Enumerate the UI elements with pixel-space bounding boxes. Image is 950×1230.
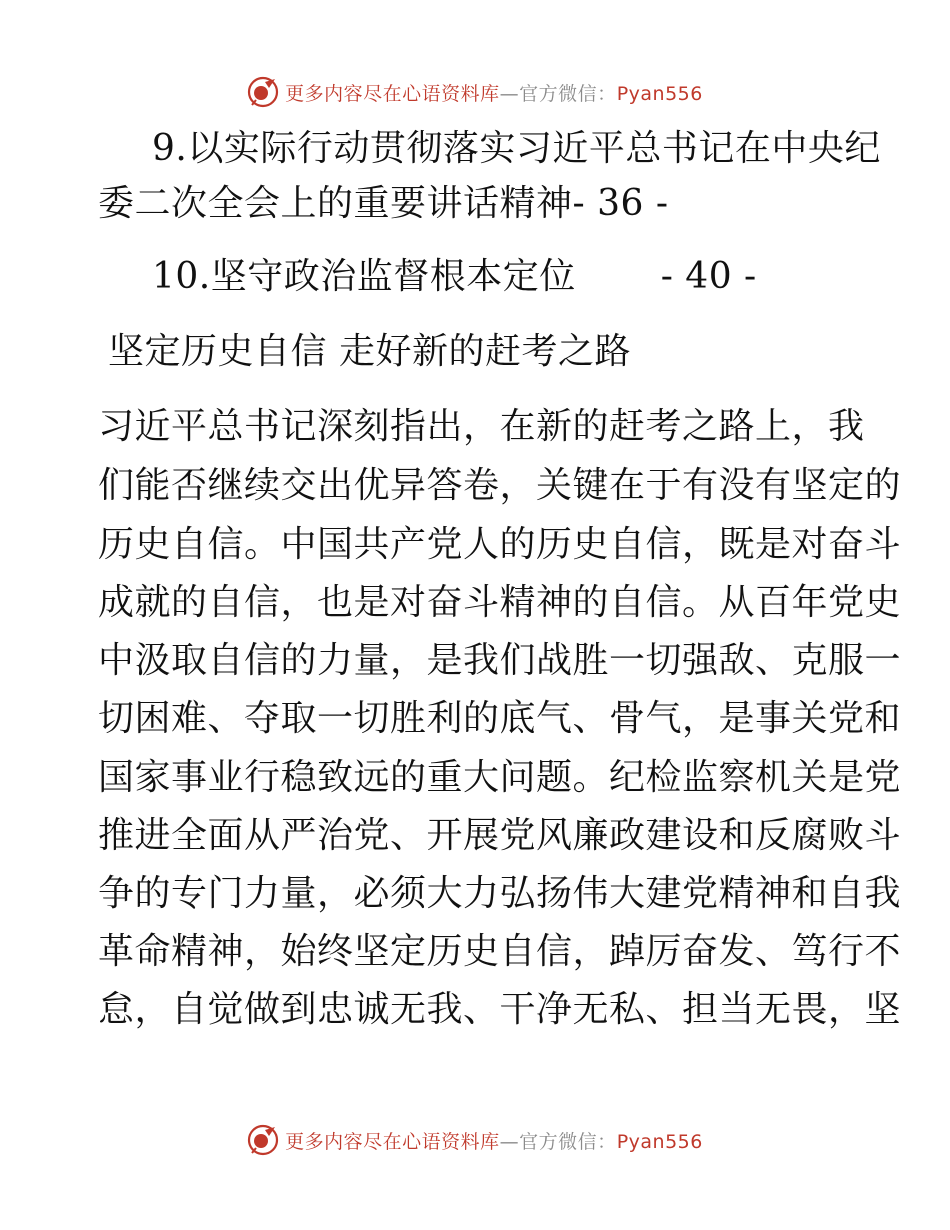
article-title: 坚定历史自信 走好新的赶考之路 [108,331,631,372]
paragraph-line: 成就的自信，也是对奋斗精神的自信。从百年党史 [98,582,902,623]
footer-banner [0,1120,950,1160]
pen-logo-icon [247,1124,279,1156]
banner-text: 更多内容尽在心语资料库—官方微信：Pyan556 [285,1130,703,1153]
paragraph-line: 中汲取自信的力量，是我们战胜一切强敌、克服一 [98,640,902,681]
toc-entry-10: 10.坚守政治监督根本定位 - 40 - [152,256,757,297]
paragraph-line: 革命精神，始终坚定历史自信，踔厉奋发、笃行不 [98,931,902,972]
paragraph-line: 争的专门力量，必须大力弘扬伟大建党精神和自我 [98,873,902,914]
paragraph-line: 国家事业行稳致远的重大问题。纪检监察机关是党 [98,757,902,798]
toc-entry-9-line1: 9.以实际行动贯彻落实习近平总书记在中央纪 [152,128,881,169]
banner-text: 更多内容尽在心语资料库—官方微信：Pyan556 [285,82,703,105]
toc-entry-9-line2: 委二次全会上的重要讲话精神- 36 - [98,183,669,224]
paragraph-line: 们能否继续交出优异答卷，关键在于有没有坚定的 [98,465,902,506]
pen-logo-icon [247,76,279,108]
header-banner [0,72,950,112]
paragraph-line: 切困难、夺取一切胜利的底气、骨气，是事关党和 [98,698,902,739]
paragraph-line: 历史自信。中国共产党人的历史自信，既是对奋斗 [98,524,902,565]
paragraph-line: 怠，自觉做到忠诚无我、干净无私、担当无畏，坚 [98,989,902,1030]
paragraph-line: 习近平总书记深刻指出，在新的赶考之路上，我 [98,406,865,447]
paragraph-line: 推进全面从严治党、开展党风廉政建设和反腐败斗 [98,815,902,856]
